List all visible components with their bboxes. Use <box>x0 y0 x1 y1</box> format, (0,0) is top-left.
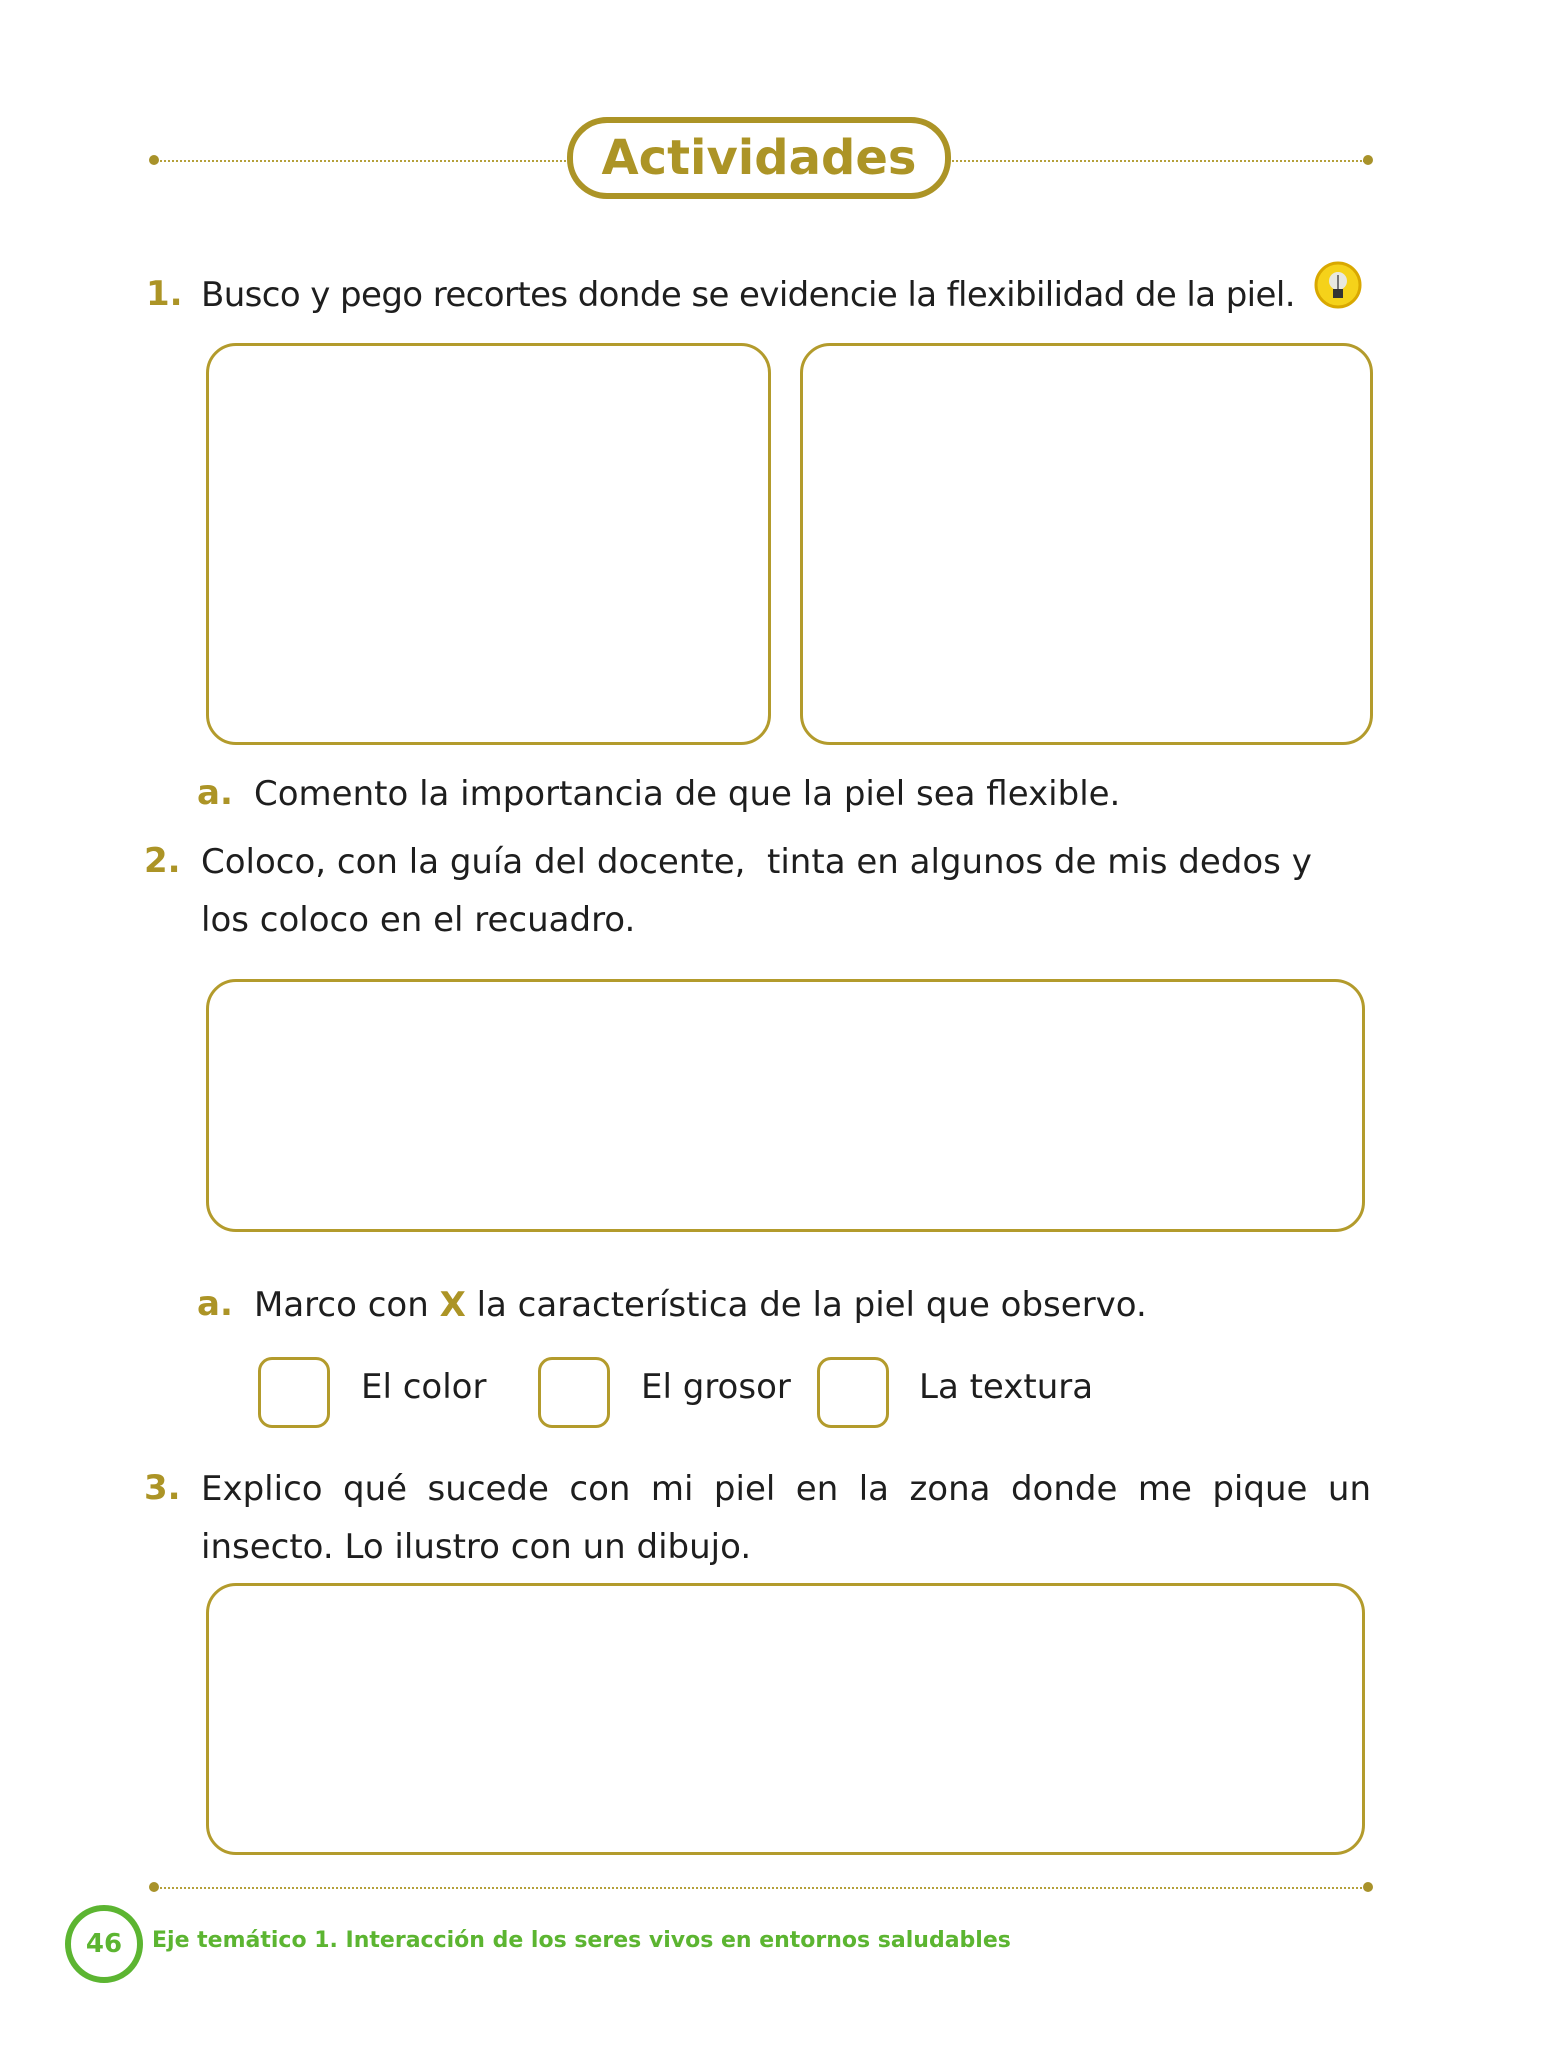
option-label-color: El color <box>361 1367 487 1407</box>
divider-dot <box>1363 1882 1373 1892</box>
subquestion-text <box>254 1277 1147 1334</box>
footer-theme-text: Eje temático 1. Interacción de los seres vivos en entornos saludables <box>152 1928 1011 1953</box>
divider-dot <box>1363 155 1373 165</box>
subquestion-letter: a. <box>197 773 233 813</box>
option-label-texture: La textura <box>919 1367 1094 1407</box>
question-text-line1: Explico qué sucede con mi piel en la zona donde me pique un <box>201 1469 1371 1509</box>
page-number-badge <box>65 1905 143 1983</box>
question-text-line2: insecto. Lo ilustro con un dibujo. <box>201 1527 752 1567</box>
question-text-line1: Coloco, con la guía del docente, tinta en algunos de mis dedos y <box>201 842 1312 882</box>
x-mark: X <box>439 1285 466 1325</box>
divider-dot <box>149 155 159 165</box>
question-number: 2. <box>144 841 181 881</box>
question-text: Busco y pego recortes donde se evidencie la flexibilidad de la piel. <box>201 275 1295 315</box>
fingerprint-area[interactable] <box>206 979 1365 1232</box>
checkbox-thickness[interactable] <box>538 1357 610 1428</box>
section-title: Actividades <box>601 130 917 186</box>
question-number: 3. <box>144 1468 181 1508</box>
page-number: 46 <box>85 1929 123 1959</box>
header-divider-right <box>945 160 1365 162</box>
subquestion-text-before: Marco con <box>254 1285 429 1325</box>
question-text-line2: los coloco en el recuadro. <box>201 900 636 940</box>
section-title-badge <box>567 117 951 199</box>
header-divider-left <box>156 160 570 162</box>
subquestion-text: Comento la importancia de que la piel sea flexible. <box>254 774 1121 814</box>
option-label-thickness: El grosor <box>641 1367 791 1407</box>
subquestion-text-after: la característica de la piel que observo. <box>476 1285 1147 1325</box>
footer-divider <box>156 1887 1366 1889</box>
checkbox-texture[interactable] <box>817 1357 889 1428</box>
paste-area-2[interactable] <box>800 343 1373 745</box>
subquestion-letter: a. <box>197 1284 233 1324</box>
lightbulb-icon <box>1314 261 1362 309</box>
divider-dot <box>149 1882 159 1892</box>
drawing-area[interactable] <box>206 1583 1365 1855</box>
checkbox-color[interactable] <box>258 1357 330 1428</box>
question-number: 1. <box>146 274 183 314</box>
paste-area-1[interactable] <box>206 343 771 745</box>
